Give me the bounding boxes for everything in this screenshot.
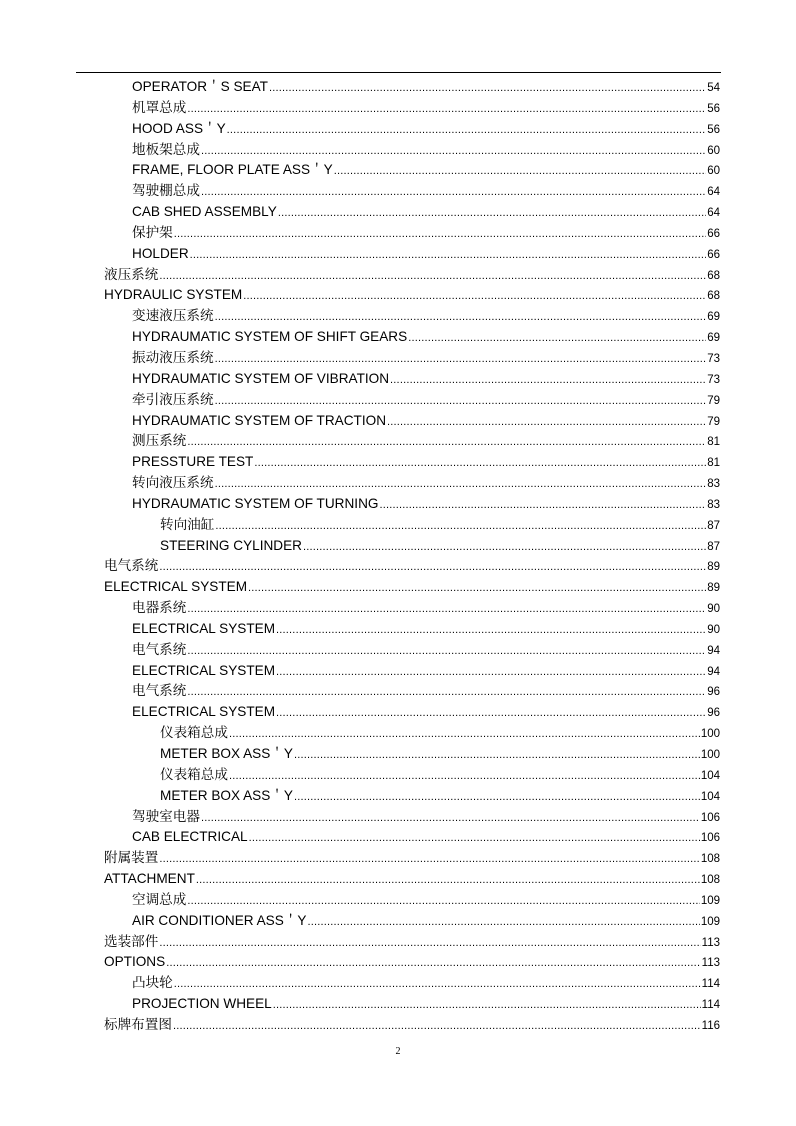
toc-entry[interactable] (0, 160, 796, 181)
toc-dot-leader (276, 662, 706, 683)
toc-entry-title: PROJECTION WHEEL (132, 996, 272, 1012)
toc-entry-title: CAB ELECTRICAL (132, 829, 248, 845)
toc-entry-title: ELECTRICAL SYSTEM (132, 662, 276, 678)
toc-entry-title: 转向油缸 (160, 516, 215, 532)
toc-dot-leader (227, 120, 707, 141)
toc-entry-title: 驾驶棚总成 (132, 183, 200, 199)
toc-entry-title: OPTIONS (104, 954, 166, 970)
toc-entry-title: ATTACHMENT (104, 871, 195, 887)
toc-entry-page: 83 (707, 478, 720, 491)
toc-entry-title: HOOD ASS＇Y (132, 120, 226, 136)
toc-entry-page: 96 (707, 707, 720, 720)
toc-entry[interactable] (0, 994, 796, 1015)
toc-entry-page: 79 (707, 415, 720, 428)
toc-entry-page: 109 (700, 915, 720, 928)
toc-entry-page: 90 (707, 603, 720, 616)
toc-entry-title: HYDRAUMATIC SYSTEM OF VIBRATION (132, 370, 390, 386)
toc-entry-page: 100 (700, 728, 720, 741)
toc-entry-title: 转向液压系统 (132, 475, 214, 491)
toc-entry-page: 66 (707, 248, 720, 261)
toc-entry[interactable] (0, 98, 796, 119)
toc-entry[interactable] (0, 640, 796, 661)
toc-entry-page: 100 (700, 749, 720, 761)
toc-entry-page: 89 (707, 582, 720, 595)
toc-dot-leader (166, 953, 700, 974)
toc-entry-page: 64 (707, 186, 720, 199)
toc-dot-leader (187, 682, 706, 703)
toc-entry[interactable] (0, 265, 796, 286)
toc-entry-title: HOLDER (132, 245, 189, 261)
toc-dot-leader (174, 974, 701, 995)
toc-entry-page: 81 (707, 436, 720, 449)
toc-entry-page: 114 (701, 999, 720, 1012)
toc-dot-leader (269, 78, 706, 99)
toc-entry-title: HYDRAUMATIC SYSTEM OF TRACTION (132, 412, 387, 428)
toc-dot-leader (187, 599, 706, 620)
toc-entry[interactable] (0, 431, 796, 452)
toc-dot-leader (249, 828, 700, 849)
toc-dot-leader (273, 995, 701, 1016)
toc-entry-title: ELECTRICAL SYSTEM (104, 579, 248, 595)
toc-entry[interactable] (0, 140, 796, 161)
toc-entry-title: OPERATOR＇S SEAT (132, 79, 268, 94)
toc-entry-title: FRAME, FLOOR PLATE ASS＇Y (132, 162, 333, 178)
toc-entry[interactable] (0, 827, 796, 848)
toc-entry-title: ELECTRICAL SYSTEM (132, 620, 276, 636)
toc-entry-page: 87 (707, 540, 720, 553)
toc-entry[interactable] (0, 807, 796, 828)
toc-entry[interactable] (0, 765, 796, 786)
toc-entry-page: 69 (707, 311, 720, 324)
toc-entry-page: 90 (707, 623, 720, 636)
toc-dot-leader (276, 620, 706, 641)
toc-entry-page: 116 (701, 1019, 720, 1032)
toc-entry-title: CAB SHED ASSEMBLY (132, 204, 277, 220)
toc-entry-page: 94 (707, 665, 720, 678)
toc-dot-leader (215, 391, 707, 412)
toc-dot-leader (243, 286, 706, 307)
toc-entry-page: 60 (707, 144, 720, 157)
page-number: 2 (395, 1046, 401, 1057)
toc-entry-page: 79 (707, 394, 720, 407)
toc-dot-leader (408, 328, 706, 349)
toc-entry-page: 87 (707, 519, 720, 532)
toc-entry[interactable] (0, 411, 796, 432)
toc-dot-leader (379, 495, 706, 516)
toc-entry[interactable] (0, 661, 796, 682)
toc-entry[interactable] (0, 1015, 796, 1036)
toc-entry[interactable] (0, 181, 796, 202)
toc-dot-leader (229, 766, 700, 787)
toc-entry-title: PRESSTURE TEST (132, 454, 254, 470)
toc-dot-leader (201, 182, 706, 203)
toc-entry-title: 地板架总成 (132, 141, 200, 157)
toc-dot-leader (390, 370, 706, 391)
toc-entry[interactable] (0, 702, 796, 723)
toc-entry[interactable] (0, 285, 796, 306)
toc-entry-page: 104 (700, 769, 720, 782)
toc-dot-leader (307, 912, 699, 933)
toc-entry-page: 68 (707, 290, 720, 303)
toc-entry[interactable] (0, 327, 796, 348)
toc-dot-leader (174, 224, 706, 245)
toc-dot-leader (278, 203, 706, 224)
toc-entry[interactable] (0, 536, 796, 557)
toc-entry-title: 电气系统 (132, 683, 187, 699)
toc-entry-page: 108 (700, 874, 720, 887)
toc-entry[interactable] (0, 577, 796, 598)
toc-dot-leader (334, 161, 707, 182)
toc-entry-page: 56 (707, 102, 720, 115)
toc-dot-leader (276, 703, 706, 724)
toc-entry-page: 69 (707, 332, 720, 345)
toc-entry-page: 104 (700, 790, 720, 803)
toc-dot-leader (190, 245, 707, 266)
toc-dot-leader (229, 724, 700, 745)
toc-entry-title: 电气系统 (104, 558, 159, 574)
toc-dot-leader (159, 266, 706, 287)
toc-dot-leader (215, 349, 707, 370)
toc-entry[interactable] (0, 119, 796, 140)
toc-entry-page: 56 (707, 123, 720, 136)
toc-entry[interactable] (0, 473, 796, 494)
table-of-contents (0, 77, 796, 1036)
toc-entry-title: 仪表箱总成 (160, 766, 228, 782)
toc-entry-page: 109 (700, 894, 720, 907)
toc-entry-title: METER BOX ASS＇Y (160, 746, 293, 761)
toc-entry[interactable] (0, 932, 796, 953)
toc-dot-leader (303, 537, 706, 558)
toc-entry-page: 113 (701, 936, 720, 949)
toc-dot-leader (387, 412, 706, 433)
toc-entry[interactable] (0, 202, 796, 223)
toc-dot-leader (215, 307, 707, 328)
toc-dot-leader (254, 453, 706, 474)
toc-entry-page: 106 (700, 832, 720, 845)
toc-dot-leader (294, 745, 700, 766)
toc-entry[interactable] (0, 973, 796, 994)
toc-entry-page: 68 (707, 269, 720, 282)
toc-entry-page: 106 (700, 811, 720, 824)
toc-entry[interactable] (0, 452, 796, 473)
toc-entry-page: 94 (707, 644, 720, 657)
toc-entry-page: 96 (707, 686, 720, 699)
toc-entry[interactable] (0, 244, 796, 265)
toc-entry-title: 牵引液压系统 (132, 391, 214, 407)
toc-dot-leader (173, 1016, 701, 1037)
toc-entry[interactable] (0, 723, 796, 744)
toc-entry-title: 空调总成 (132, 891, 187, 907)
toc-entry-title: 附属装置 (104, 850, 159, 866)
toc-entry-page: 108 (700, 853, 720, 866)
toc-entry-title: HYDRAUMATIC SYSTEM OF TURNING (132, 495, 379, 511)
toc-entry[interactable] (0, 77, 796, 98)
toc-entry-title: 电气系统 (132, 641, 187, 657)
toc-entry[interactable] (0, 869, 796, 890)
toc-entry-page: 64 (707, 207, 720, 220)
toc-entry-title: METER BOX ASS＇Y (160, 787, 293, 803)
toc-entry-title: AIR CONDITIONER ASS＇Y (132, 912, 307, 928)
toc-entry-page: 66 (707, 227, 720, 240)
toc-dot-leader (187, 891, 699, 912)
toc-entry-page: 54 (707, 82, 720, 94)
toc-entry-title: HYDRAULIC SYSTEM (104, 287, 243, 303)
toc-entry[interactable] (0, 515, 796, 536)
toc-dot-leader (294, 787, 700, 808)
toc-entry[interactable] (0, 890, 796, 911)
toc-dot-leader (187, 432, 706, 453)
toc-entry-page: 81 (707, 457, 720, 470)
toc-entry-page: 60 (707, 165, 720, 178)
toc-entry[interactable] (0, 306, 796, 327)
toc-entry-title: 测压系统 (132, 433, 187, 449)
toc-entry-page: 73 (707, 373, 720, 386)
toc-entry-page: 89 (707, 561, 720, 574)
toc-dot-leader (159, 557, 706, 578)
toc-dot-leader (187, 641, 706, 662)
toc-entry-title: HYDRAUMATIC SYSTEM OF SHIFT GEARS (132, 329, 408, 345)
toc-entry-page: 83 (707, 498, 720, 511)
toc-entry[interactable] (0, 223, 796, 244)
toc-entry[interactable] (0, 494, 796, 515)
toc-dot-leader (201, 808, 700, 829)
toc-entry[interactable] (0, 848, 796, 869)
toc-dot-leader (215, 516, 706, 537)
toc-entry-title: ELECTRICAL SYSTEM (132, 704, 276, 720)
toc-entry[interactable] (0, 744, 796, 765)
toc-dot-leader (248, 578, 706, 599)
toc-entry[interactable] (0, 556, 796, 577)
toc-entry-title: 仪表箱总成 (160, 725, 228, 741)
toc-dot-leader (215, 474, 707, 495)
toc-entry-title: 驾驶室电器 (132, 808, 200, 824)
toc-entry[interactable] (0, 619, 796, 640)
toc-entry-title: 液压系统 (104, 266, 159, 282)
toc-entry-title: 电器系统 (132, 600, 187, 616)
toc-entry-page: 73 (707, 352, 720, 365)
toc-entry[interactable] (0, 348, 796, 369)
header-rule (76, 72, 721, 73)
toc-entry-page: 113 (701, 957, 720, 970)
toc-entry-title: STEERING CYLINDER (160, 537, 303, 553)
toc-dot-leader (201, 141, 706, 162)
toc-entry-title: 机罩总成 (132, 99, 187, 115)
toc-entry[interactable] (0, 952, 796, 973)
toc-dot-leader (196, 870, 700, 891)
toc-entry-title: 凸块轮 (132, 975, 173, 991)
toc-entry[interactable] (0, 390, 796, 411)
toc-entry-title: 标牌布置图 (104, 1016, 172, 1032)
toc-entry[interactable] (0, 911, 796, 932)
toc-entry-title: 选装部件 (104, 933, 159, 949)
toc-entry-title: 振动液压系统 (132, 349, 214, 365)
toc-entry[interactable] (0, 598, 796, 619)
toc-entry-title: 保护架 (132, 224, 173, 240)
toc-dot-leader (187, 99, 706, 120)
toc-entry[interactable] (0, 681, 796, 702)
toc-dot-leader (159, 849, 699, 870)
toc-entry-page: 114 (701, 978, 720, 991)
toc-entry[interactable] (0, 369, 796, 390)
toc-entry[interactable] (0, 786, 796, 807)
toc-dot-leader (159, 933, 700, 954)
toc-entry-title: 变速液压系统 (132, 308, 214, 324)
